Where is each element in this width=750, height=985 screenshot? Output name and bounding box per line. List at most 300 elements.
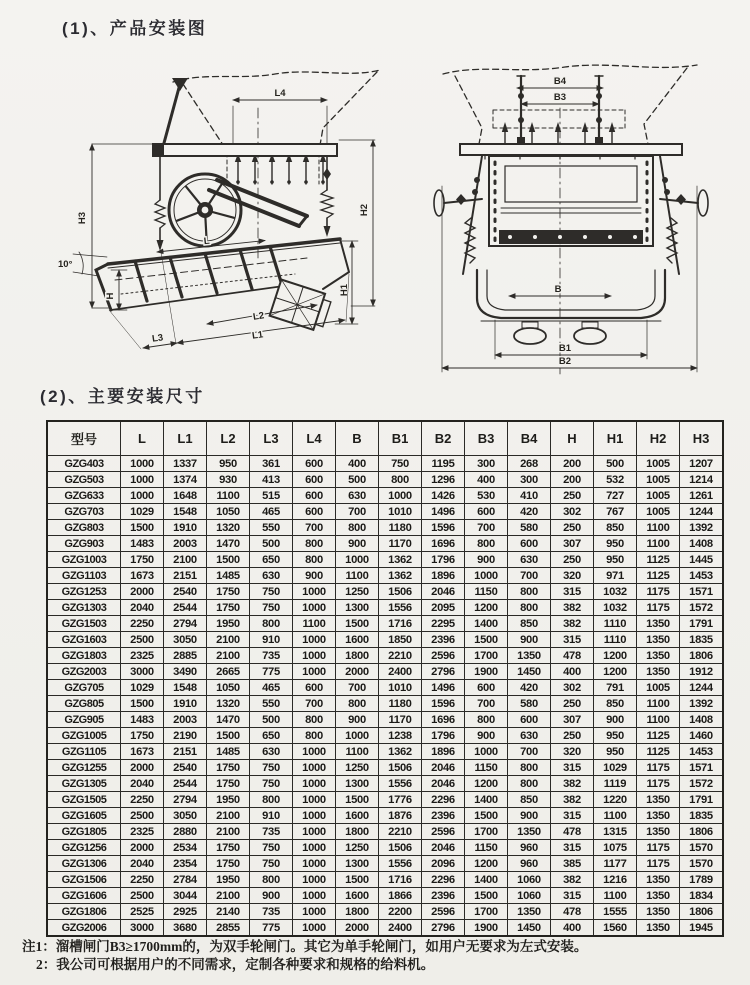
dimension-cell: 302 xyxy=(551,504,594,520)
dim-L1 xyxy=(177,320,345,343)
table-row xyxy=(47,568,723,584)
column-header: H3 xyxy=(680,421,724,456)
dimension-cell: 2095 xyxy=(422,600,465,616)
dimension-cell: 800 xyxy=(293,552,336,568)
dimension-cell: 1483 xyxy=(121,536,164,552)
dimension-cell: 600 xyxy=(508,536,551,552)
dimension-cell: 1000 xyxy=(379,488,422,504)
dimension-cell: 1180 xyxy=(379,696,422,712)
dimension-cell: 1100 xyxy=(336,744,379,760)
dimension-cell: 2396 xyxy=(422,632,465,648)
dim-label-B3: B3 xyxy=(553,92,567,103)
dimension-cell: 800 xyxy=(293,712,336,728)
dimension-cell: 2794 xyxy=(164,792,207,808)
table-row xyxy=(47,600,723,616)
dimension-cell: 1177 xyxy=(594,856,637,872)
dimension-cell: 1000 xyxy=(293,584,336,600)
dimension-cell: 1100 xyxy=(293,616,336,632)
dimension-cell: 735 xyxy=(250,648,293,664)
dimension-cell: 1750 xyxy=(121,552,164,568)
dimension-cell: 1791 xyxy=(680,792,724,808)
dimension-cell: 767 xyxy=(594,504,637,520)
dimension-cell: 850 xyxy=(508,616,551,632)
dimension-cell: 1460 xyxy=(680,728,724,744)
dimension-cell: 1005 xyxy=(637,456,680,472)
dimension-cell: 600 xyxy=(293,456,336,472)
column-header: L1 xyxy=(164,421,207,456)
dimension-cell: 500 xyxy=(594,456,637,472)
dimension-cell: 700 xyxy=(508,744,551,760)
dim-L3 xyxy=(143,332,177,348)
dimension-cell: 1029 xyxy=(121,680,164,696)
dim-B xyxy=(509,284,611,296)
dimension-cell: 910 xyxy=(250,632,293,648)
dimension-cell: 1910 xyxy=(164,520,207,536)
dim-label-B1: B1 xyxy=(558,343,572,354)
dimension-cell: 2100 xyxy=(207,632,250,648)
dimension-cell: 775 xyxy=(250,920,293,937)
dimension-cell: 1250 xyxy=(336,840,379,856)
dimension-cell: 1570 xyxy=(680,840,724,856)
dimension-cell: 1060 xyxy=(508,888,551,904)
dimension-cell: 950 xyxy=(207,456,250,472)
dimension-cell: 700 xyxy=(293,696,336,712)
dimension-cell: 735 xyxy=(250,824,293,840)
dimension-cell: 1716 xyxy=(379,872,422,888)
dimension-cell: 307 xyxy=(551,712,594,728)
dimension-cell: 1374 xyxy=(164,472,207,488)
dimension-cell: 2000 xyxy=(121,840,164,856)
dimension-cell: 727 xyxy=(594,488,637,504)
dimension-cell: 1200 xyxy=(465,600,508,616)
table-row xyxy=(47,840,723,856)
dimension-cell: 1900 xyxy=(465,664,508,680)
dimension-cell: 1506 xyxy=(379,840,422,856)
front-view-diagram xyxy=(425,58,717,382)
dimension-cell: 2396 xyxy=(422,888,465,904)
dimension-cell: 1453 xyxy=(680,568,724,584)
column-header: L4 xyxy=(293,421,336,456)
table-row xyxy=(47,584,723,600)
dimension-cell: 3000 xyxy=(121,664,164,680)
dimension-cell: 250 xyxy=(551,488,594,504)
dimension-cell: 900 xyxy=(594,712,637,728)
model-cell: GZG1803 xyxy=(47,648,121,664)
model-cell: GZG1305 xyxy=(47,776,121,792)
dimension-cell: 1796 xyxy=(422,728,465,744)
model-cell: GZG403 xyxy=(47,456,121,472)
dimension-cell: 1453 xyxy=(680,744,724,760)
dimension-cell: 3680 xyxy=(164,920,207,937)
dimension-cell: 1500 xyxy=(336,792,379,808)
dimension-cell: 1000 xyxy=(293,904,336,920)
dimension-cell: 465 xyxy=(250,504,293,520)
dimension-cell: 382 xyxy=(551,776,594,792)
dimension-cell: 1200 xyxy=(594,664,637,680)
dimension-cell: 1796 xyxy=(422,552,465,568)
dimension-cell: 900 xyxy=(508,632,551,648)
dimension-cell: 1350 xyxy=(637,808,680,824)
dimension-cell: 2151 xyxy=(164,744,207,760)
table-row xyxy=(47,808,723,824)
dimension-cell: 600 xyxy=(508,712,551,728)
dimension-cell: 2596 xyxy=(422,648,465,664)
table-row xyxy=(47,472,723,488)
dimension-cell: 1220 xyxy=(594,792,637,808)
dimension-cell: 750 xyxy=(250,776,293,792)
table-row xyxy=(47,536,723,552)
dimension-cell: 1506 xyxy=(379,760,422,776)
dimension-cell: 1572 xyxy=(680,776,724,792)
table-row xyxy=(47,712,723,728)
model-cell: GZG805 xyxy=(47,696,121,712)
dimension-cell: 1950 xyxy=(207,792,250,808)
dimension-cell: 1556 xyxy=(379,856,422,872)
dimension-cell: 2250 xyxy=(121,872,164,888)
dimension-cell: 1392 xyxy=(680,696,724,712)
dimension-cell: 800 xyxy=(250,616,293,632)
dim-angle xyxy=(58,252,107,276)
model-cell: GZG703 xyxy=(47,504,121,520)
dimension-cell: 2396 xyxy=(422,808,465,824)
dimension-cell: 1800 xyxy=(336,824,379,840)
dimension-cell: 1100 xyxy=(336,568,379,584)
model-cell: GZG1103 xyxy=(47,568,121,584)
model-cell: GZG1505 xyxy=(47,792,121,808)
dimension-cell: 1500 xyxy=(465,632,508,648)
dimension-cell: 1800 xyxy=(336,648,379,664)
dimension-cell: 2210 xyxy=(379,824,422,840)
dimension-cell: 1175 xyxy=(637,776,680,792)
model-cell: GZG1253 xyxy=(47,584,121,600)
trough-section xyxy=(477,270,665,344)
dimension-cell: 2250 xyxy=(121,792,164,808)
dimension-cell: 1500 xyxy=(465,808,508,824)
dimension-cell: 200 xyxy=(551,472,594,488)
table-header-row xyxy=(47,421,723,456)
dimension-cell: 2500 xyxy=(121,632,164,648)
dimension-cell: 1350 xyxy=(508,824,551,840)
dim-label-B2: B2 xyxy=(558,356,572,367)
column-header: B xyxy=(336,421,379,456)
dimension-cell: 750 xyxy=(250,600,293,616)
dim-label-angle: 10° xyxy=(58,259,73,270)
dimension-cell: 2000 xyxy=(336,920,379,937)
anchor-bolts xyxy=(235,154,326,185)
dimension-cell: 960 xyxy=(508,840,551,856)
dimension-cell: 1000 xyxy=(293,856,336,872)
dimension-cell: 1175 xyxy=(637,584,680,600)
dimension-cell: 1125 xyxy=(637,568,680,584)
dimension-cell: 1470 xyxy=(207,712,250,728)
dimension-cell: 2525 xyxy=(121,904,164,920)
dimension-cell: 302 xyxy=(551,680,594,696)
model-cell: GZG633 xyxy=(47,488,121,504)
dimension-cell: 1600 xyxy=(336,888,379,904)
dimension-cell: 382 xyxy=(551,792,594,808)
dimension-cell: 900 xyxy=(508,808,551,824)
dimension-cell: 600 xyxy=(465,504,508,520)
dim-B3 xyxy=(521,92,599,104)
model-cell: GZG1003 xyxy=(47,552,121,568)
dimension-cell: 1000 xyxy=(293,648,336,664)
dimension-cell: 1571 xyxy=(680,584,724,600)
dimension-cell: 1250 xyxy=(336,584,379,600)
dimension-cell: 478 xyxy=(551,824,594,840)
column-header: L xyxy=(121,421,164,456)
dimension-cell: 1244 xyxy=(680,504,724,520)
dimension-cell: 1500 xyxy=(336,872,379,888)
dimension-cell: 3000 xyxy=(121,920,164,937)
dimension-cell: 2500 xyxy=(121,888,164,904)
dimension-cell: 2100 xyxy=(207,648,250,664)
dimension-cell: 580 xyxy=(508,696,551,712)
dimension-cell: 2665 xyxy=(207,664,250,680)
dimension-cell: 800 xyxy=(336,696,379,712)
dim-label-B4: B4 xyxy=(553,76,567,87)
dimension-cell: 1350 xyxy=(637,632,680,648)
table-row xyxy=(47,872,723,888)
dimension-cell: 1000 xyxy=(293,920,336,937)
dimension-cell: 1673 xyxy=(121,744,164,760)
dimension-cell: 2140 xyxy=(207,904,250,920)
dimension-cell: 2100 xyxy=(164,552,207,568)
dimension-cell: 1100 xyxy=(637,696,680,712)
dimension-cell: 700 xyxy=(336,504,379,520)
model-cell: GZG1503 xyxy=(47,616,121,632)
table-row xyxy=(47,616,723,632)
dimension-cell: 1362 xyxy=(379,552,422,568)
dim-label-L3: L3 xyxy=(151,332,164,345)
dim-B4 xyxy=(517,76,603,88)
dimension-cell: 1950 xyxy=(207,616,250,632)
dimension-cell: 1000 xyxy=(293,744,336,760)
dimension-cell: 1600 xyxy=(336,632,379,648)
dimension-cell: 850 xyxy=(594,520,637,536)
dimension-cell: 600 xyxy=(293,680,336,696)
dimension-cell: 1750 xyxy=(207,776,250,792)
dimension-cell: 1556 xyxy=(379,600,422,616)
dimension-cell: 800 xyxy=(465,536,508,552)
column-header: B3 xyxy=(465,421,508,456)
dimension-cell: 1945 xyxy=(680,920,724,937)
dimension-cell: 1350 xyxy=(637,616,680,632)
dimension-cell: 2151 xyxy=(164,568,207,584)
dimension-cell: 1320 xyxy=(207,696,250,712)
table-row xyxy=(47,728,723,744)
dimension-cell: 900 xyxy=(465,728,508,744)
dimension-cell: 800 xyxy=(379,472,422,488)
dimension-cell: 1896 xyxy=(422,744,465,760)
dimension-cell: 2046 xyxy=(422,584,465,600)
model-cell: GZG1506 xyxy=(47,872,121,888)
dimension-cell: 478 xyxy=(551,904,594,920)
dim-label-L: L xyxy=(203,235,211,248)
dimension-cell: 2000 xyxy=(336,664,379,680)
dimension-cell: 2040 xyxy=(121,776,164,792)
dimension-cell: 700 xyxy=(508,568,551,584)
dimension-cell: 1250 xyxy=(336,760,379,776)
dimension-cell: 2400 xyxy=(379,664,422,680)
dimension-cell: 1750 xyxy=(121,728,164,744)
dimension-cell: 1834 xyxy=(680,888,724,904)
dimension-cell: 1350 xyxy=(637,824,680,840)
model-cell: GZG903 xyxy=(47,536,121,552)
dimension-cell: 1700 xyxy=(465,904,508,920)
dimension-cell: 1110 xyxy=(594,616,637,632)
dimension-cell: 1500 xyxy=(207,728,250,744)
dimension-cell: 2325 xyxy=(121,824,164,840)
dimension-cell: 800 xyxy=(465,712,508,728)
dimension-cell: 315 xyxy=(551,888,594,904)
dim-label-L1: L1 xyxy=(251,329,264,342)
dimension-cell: 1100 xyxy=(637,520,680,536)
dimension-cell: 400 xyxy=(465,472,508,488)
dimension-cell: 791 xyxy=(594,680,637,696)
table-row xyxy=(47,680,723,696)
table-row xyxy=(47,856,723,872)
dimension-cell: 1750 xyxy=(207,760,250,776)
dimension-cell: 1912 xyxy=(680,664,724,680)
model-cell: GZG1605 xyxy=(47,808,121,824)
model-cell: GZG503 xyxy=(47,472,121,488)
dimension-cell: 315 xyxy=(551,632,594,648)
table-row xyxy=(47,888,723,904)
dimension-cell: 950 xyxy=(594,744,637,760)
dimension-cell: 1600 xyxy=(336,808,379,824)
model-cell: GZG1256 xyxy=(47,840,121,856)
column-header: H1 xyxy=(594,421,637,456)
feeder-body xyxy=(489,156,653,246)
dimension-cell: 3490 xyxy=(164,664,207,680)
dimension-cell: 550 xyxy=(250,696,293,712)
dimension-cell: 2100 xyxy=(207,808,250,824)
dimension-cell: 2296 xyxy=(422,792,465,808)
dimension-cell: 2325 xyxy=(121,648,164,664)
dimension-cell: 532 xyxy=(594,472,637,488)
dimension-cell: 1696 xyxy=(422,536,465,552)
table-row xyxy=(47,696,723,712)
dimension-cell: 800 xyxy=(293,536,336,552)
dimension-cell: 1032 xyxy=(594,600,637,616)
dimension-cell: 900 xyxy=(250,888,293,904)
dimension-cell: 950 xyxy=(594,536,637,552)
dimension-cell: 800 xyxy=(250,792,293,808)
dimension-cell: 1850 xyxy=(379,632,422,648)
dimension-cell: 1150 xyxy=(465,584,508,600)
dimension-cell: 1350 xyxy=(637,904,680,920)
dimension-cell: 630 xyxy=(250,744,293,760)
dimension-cell: 1029 xyxy=(594,760,637,776)
dimension-cell: 1500 xyxy=(121,696,164,712)
table-row xyxy=(47,744,723,760)
dimension-cell: 530 xyxy=(465,488,508,504)
dimension-cell: 1800 xyxy=(336,904,379,920)
dimension-cell: 700 xyxy=(465,520,508,536)
dimension-cell: 515 xyxy=(250,488,293,504)
notes xyxy=(22,938,587,974)
dimension-cell: 800 xyxy=(508,600,551,616)
dimension-cell: 1214 xyxy=(680,472,724,488)
dimension-cell: 1000 xyxy=(293,808,336,824)
model-cell: GZG803 xyxy=(47,520,121,536)
dim-L4 xyxy=(233,88,327,150)
dimension-cell: 1244 xyxy=(680,680,724,696)
dimension-cell: 900 xyxy=(293,568,336,584)
model-cell: GZG2006 xyxy=(47,920,121,937)
dimension-cell: 2540 xyxy=(164,584,207,600)
table-row xyxy=(47,760,723,776)
dimension-cell: 250 xyxy=(551,696,594,712)
dimension-cell: 400 xyxy=(551,920,594,937)
dimension-cell: 1216 xyxy=(594,872,637,888)
dimension-cell: 413 xyxy=(250,472,293,488)
dimension-cell: 1005 xyxy=(637,488,680,504)
dimension-cell: 1261 xyxy=(680,488,724,504)
dimension-cell: 600 xyxy=(293,472,336,488)
dimension-cell: 630 xyxy=(250,568,293,584)
dimension-cell: 1175 xyxy=(637,760,680,776)
dimension-cell: 1673 xyxy=(121,568,164,584)
dimension-cell: 2100 xyxy=(207,888,250,904)
dimension-cell: 1337 xyxy=(164,456,207,472)
dimension-cell: 1400 xyxy=(465,616,508,632)
dimension-cell: 307 xyxy=(551,536,594,552)
dimension-cell: 500 xyxy=(250,536,293,552)
dimension-cell: 1485 xyxy=(207,568,250,584)
table-row xyxy=(47,504,723,520)
dimension-cell: 1596 xyxy=(422,696,465,712)
dimension-cell: 2925 xyxy=(164,904,207,920)
dimension-cell: 315 xyxy=(551,808,594,824)
dimension-cell: 1572 xyxy=(680,600,724,616)
dimension-cell: 1750 xyxy=(207,840,250,856)
table-row xyxy=(47,456,723,472)
dimension-cell: 2596 xyxy=(422,904,465,920)
dimension-cell: 1300 xyxy=(336,600,379,616)
dimension-cell: 2003 xyxy=(164,712,207,728)
dimension-cell: 2046 xyxy=(422,840,465,856)
hopper-outline xyxy=(443,65,697,144)
dimension-cell: 2796 xyxy=(422,920,465,937)
dimension-cell: 2534 xyxy=(164,840,207,856)
dimension-cell: 600 xyxy=(465,680,508,696)
dimension-cell: 250 xyxy=(551,552,594,568)
dimension-cell: 630 xyxy=(508,728,551,744)
dimension-cell: 700 xyxy=(293,520,336,536)
note-1: 注1：溜槽闸门B3≥1700mm的，为双手轮闸门。其它为单手轮闸门，如用户无要求为左式安装。 xyxy=(22,939,588,954)
dimension-cell: 1571 xyxy=(680,760,724,776)
dimension-cell: 1005 xyxy=(637,504,680,520)
dimension-cell: 900 xyxy=(336,712,379,728)
dimension-cell: 1060 xyxy=(508,872,551,888)
dimension-cell: 1150 xyxy=(465,760,508,776)
dimension-cell: 650 xyxy=(250,552,293,568)
dimension-cell: 1315 xyxy=(594,824,637,840)
dimension-cell: 1350 xyxy=(637,648,680,664)
table-row xyxy=(47,824,723,840)
dimension-cell: 1806 xyxy=(680,824,724,840)
dimension-cell: 1696 xyxy=(422,712,465,728)
dimension-cell: 1400 xyxy=(465,792,508,808)
dimension-cell: 1200 xyxy=(594,648,637,664)
dimension-cell: 750 xyxy=(250,584,293,600)
dimension-cell: 1648 xyxy=(164,488,207,504)
dimension-cell: 930 xyxy=(207,472,250,488)
dimension-cell: 1950 xyxy=(207,872,250,888)
dimension-cell: 1350 xyxy=(637,792,680,808)
dimension-cell: 2200 xyxy=(379,904,422,920)
